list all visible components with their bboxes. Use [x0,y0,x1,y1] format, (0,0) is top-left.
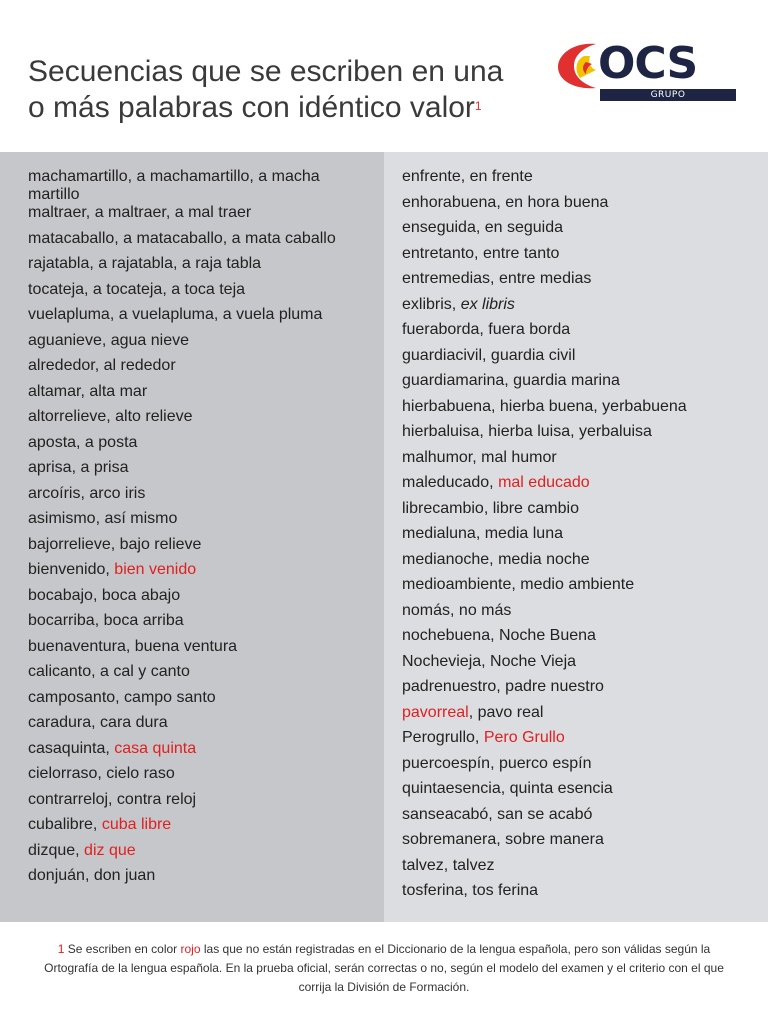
logo-subtitle: GRUPO [600,89,736,101]
footnote [0,922,768,1024]
page-title [28,54,503,126]
list-item [402,780,758,806]
text-segment: puercoespín, puerco espín [402,754,592,772]
text-segment: cielorraso, cielo raso [28,765,175,782]
text-segment: Perogrullo, [402,729,484,746]
text-segment: bienvenido, [28,561,115,578]
ocs-logo [556,40,740,104]
text-segment: las que no están registradas en el [200,942,388,956]
list-item [28,510,370,536]
italic-text: ex libris [460,295,515,313]
list-item [28,867,370,893]
text-segment: alrededor, al rededor [28,357,176,374]
text-segment: quintaesencia, quinta esencia [402,780,613,797]
list-item [28,740,370,766]
highlighted-text: casa quinta [114,739,197,757]
list-item [402,423,758,449]
highlighted-text: bien venido [114,561,197,578]
list-item [28,561,370,587]
list-item [402,194,758,220]
text-segment: guardiamarina, guardia marina [402,372,620,389]
list-item [402,347,758,373]
text-segment: tosferina, tos ferina [402,882,539,899]
list-item [402,627,758,653]
text-segment: altorrelieve, alto relieve [28,408,193,425]
list-item [402,576,758,602]
highlighted-text: diz que [84,841,136,859]
list-item [28,281,370,307]
list-item [402,372,758,398]
text-segment: guardiacivil, guardia civil [402,346,576,364]
list-item [402,704,758,730]
list-item [402,321,758,347]
list-item [402,755,758,781]
text-segment: medialuna, media luna [402,525,563,542]
list-item [402,219,758,245]
italic-text: Diccionario de la lengua española [387,942,568,956]
list-item [28,791,370,817]
list-item [28,663,370,689]
text-segment: donjuán, don juan [28,867,156,884]
text-segment: asimismo, así mismo [28,510,178,527]
list-item [28,204,370,230]
text-segment: nochebuena, Noche Buena [402,627,596,644]
list-item [402,831,758,857]
text-segment: talvez, talvez [402,856,495,874]
text-segment: fueraborda, fuera borda [402,321,571,338]
list-item [28,434,370,460]
list-item [402,398,758,424]
italic-text: Ortografía de la lengua española [44,961,219,975]
text-segment: arcoíris, arco iris [28,484,146,502]
list-item [28,816,370,842]
text-segment: malhumor, mal humor [402,448,557,466]
text-segment: altamar, alta mar [28,382,148,400]
list-item [402,474,758,500]
text-segment: matacaballo, a matacaballo, a mata caballo [28,229,336,247]
text-segment: maleducado, [402,474,499,491]
text-segment: camposanto, campo santo [28,688,216,706]
list-item [28,255,370,281]
list-item [28,408,370,434]
highlighted-text: cuba libre [101,816,172,833]
title-line-2-text: o más palabras con idéntico valor [28,91,475,125]
text-segment: bocarriba, boca arriba [28,612,184,629]
text-segment: hierbabuena, hierba buena, yerbabuena [402,397,687,415]
list-item [28,357,370,383]
text-segment: aposta, a posta [28,433,138,451]
highlighted-text: mal educado [498,474,590,491]
title-footnote-marker: 1 [474,99,482,114]
highlighted-text: pavorreal [402,703,469,721]
text-segment: maltraer, a maltraer, a mal traer [28,204,252,221]
text-segment: medianoche, media noche [402,550,590,568]
text-segment: casaquinta, [28,739,115,757]
list-item [28,765,370,791]
list-item [28,689,370,715]
text-segment: enhorabuena, en hora buena [402,193,609,211]
text-segment: buenaventura, buena ventura [28,637,238,655]
list-item [402,245,758,271]
text-segment: contrarreloj, contra reloj [28,790,197,808]
list-item [28,536,370,562]
list-item [402,806,758,832]
text-segment: Nochevieja, Noche Vieja [402,652,577,670]
list-item [28,168,370,204]
text-segment: medioambiente, medio ambiente [402,576,635,593]
logo-text: OCS [598,38,698,89]
list-item [28,332,370,358]
list-item [28,383,370,409]
text-segment: aguanieve, agua nieve [28,331,190,349]
list-item [402,882,758,908]
list-item [402,296,758,322]
text-segment: machamartillo, a machamartillo, a macha martillo [28,168,320,203]
text-segment: calicanto, a cal y canto [28,663,190,680]
list-item [28,842,370,868]
text-segment: . En la prueba oficial, serán correctas o no, según el modelo del examen y el criterio con el que corrija la División de Formación. [218,961,724,994]
text-segment: nomás, no más [402,601,512,619]
list-item [28,587,370,613]
text-segment: sobremanera, sobre manera [402,831,604,848]
left-column [0,152,384,922]
text-segment: , pero son válidas según la [567,942,711,956]
list-item [28,485,370,511]
list-item [402,551,758,577]
text-segment: sanseacabó, san se acabó [402,805,593,823]
text-segment: entretanto, entre tanto [402,244,560,262]
text-segment: enfrente, en frente [402,168,533,185]
text-segment: hierbaluisa, hierba luisa, yerbaluisa [402,423,652,440]
list-item [402,168,758,194]
list-item [402,500,758,526]
text-segment: exlibris, [402,295,461,313]
list-item [402,449,758,475]
list-item [28,612,370,638]
text-segment: padrenuestro, padre nuestro [402,678,604,695]
text-segment: vuelapluma, a vuelapluma, a vuela pluma [28,306,323,323]
text-segment: , pavo real [468,703,544,721]
list-item [402,602,758,628]
list-item [28,714,370,740]
list-item [28,230,370,256]
list-item [28,306,370,332]
page-header [0,0,768,152]
list-item [402,678,758,704]
text-segment: aprisa, a prisa [28,459,129,476]
text-segment: librecambio, libre cambio [402,499,579,517]
text-segment: tocateja, a tocateja, a toca teja [28,280,246,298]
text-segment: enseguida, en seguida [402,219,564,236]
list-item [402,857,758,883]
word-list [0,152,768,922]
text-segment: cubalibre, [28,816,102,833]
text-segment: caradura, cara dura [28,714,168,731]
list-item [28,459,370,485]
list-item [402,270,758,296]
highlighted-text: rojo [180,942,201,956]
text-segment: entremedias, entre medias [402,270,592,287]
list-item [402,653,758,679]
text-segment: bajorrelieve, bajo relieve [28,535,202,553]
title-line-1: Secuencias que se escriben en una [28,55,504,89]
text-segment: dizque, [28,841,85,859]
text-segment: rajatabla, a rajatabla, a raja tabla [28,255,262,272]
highlighted-text: Pero Grullo [483,729,565,746]
title-line-2 [28,90,503,126]
list-item [402,525,758,551]
list-item [28,638,370,664]
list-item [402,729,758,755]
text-segment: bocabajo, boca abajo [28,586,181,604]
right-column [384,152,768,922]
text-segment: Se escriben en color [64,942,181,956]
highlighted-text: 1 [57,942,65,956]
